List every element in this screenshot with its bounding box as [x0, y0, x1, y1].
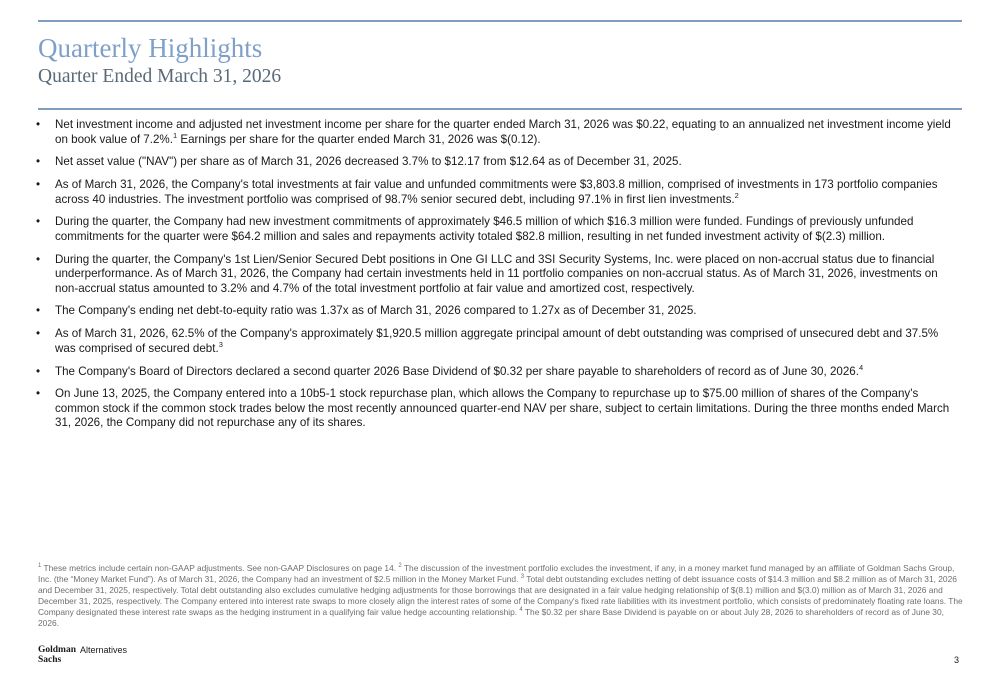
list-item [36, 118, 956, 147]
logo-line-1: Goldman [38, 645, 77, 655]
bullet-icon: • [36, 327, 41, 341]
list-item [36, 178, 956, 207]
page-number: 3 [954, 655, 960, 665]
footnote-ref: 2 [734, 190, 739, 200]
footnotes [38, 563, 963, 630]
goldman-sachs-logo [38, 646, 127, 665]
footnote-ref: 1 [172, 130, 178, 140]
list-item-text: On June 13, 2025, the Company entered into a 10b5-1 stock repurchase plan, which allows the Company to repurchase up to $75.00 million of shares of the Company's common stock if the common stock trades below the most recently announced quarter-end NAV per share, subject to certain limitations. During the three months ended March 31, 2026, the Company did not repurchase any of its shares. [55, 387, 950, 430]
bullet-icon: • [36, 304, 41, 318]
footnote-number: 3 [520, 574, 525, 581]
footnote-text: The discussion of the investment portfolio excludes the investment, if any, in a money market fund managed by an affiliate of Goldman Sachs Group, Inc. (the “Money Market Fund”). As of March 31, 2026, the Company had an investment of $2.5 million in the Money Market Fund. [38, 563, 955, 585]
list-item [36, 253, 956, 297]
list-item-text: As of March 31, 2026, the Company's total investments at fair value and unfunded commitments were $3,803.8 million, comprised of investments in 173 portfolio companies across 40 industries. The investment portfolio was comprised of 98.7% senior secured debt, including 97.1% in first lien investments. [55, 178, 938, 206]
highlights-list [36, 118, 956, 439]
list-item-text: During the quarter, the Company had new investment commitments of approximately $46.5 million of which $16.3 million were funded. Fundings of previously unfunded commitments for the quarter were $64.2 million and sales and repayments activity totaled $82.8 million, resulting in net funded investment activity of $(2.3) million. [55, 215, 914, 243]
footnote-number: 4 [519, 607, 523, 614]
list-item [36, 327, 956, 356]
list-item-text-cont: Earnings per share for the quarter ended March 31, 2026 was $(0.12). [177, 132, 541, 146]
footnote-text: These metrics include certain non-GAAP adjustments. See non-GAAP Disclosures on page 14. [41, 563, 397, 573]
logo-suffix: Alternatives [80, 645, 128, 655]
footnote-text: Total debt outstanding excludes netting of debt issuance costs of $14.3 million and $8.2 million as of March 31, 2026 and December 31, 2025, respectively. Total debt outstanding also excludes cumulative hedging adjustments for those borrowings that are designated in a fair value hedging relationship of $(8.1) million and $(3.0) million as of March 31, 2026 and December 31, 2025, respectively. The Company entered into interest rate swaps to more closely align the interest rates of some of the Company's fixed rate liabilities with its investment portfolio, which consists of predominately floating rate loans. The Company designated these interest rate swaps as the hedging instrument in a qualifying fair value hedge accounting relationship. [38, 574, 963, 618]
list-item [36, 155, 956, 170]
list-item-text: Net asset value ("NAV") per share as of March 31, 2026 decreased 3.7% to $12.17 from $12.64 as of December 31, 2025. [55, 155, 682, 169]
list-item-text: The Company's ending net debt-to-equity ratio was 1.37x as of March 31, 2026 compared to 1.27x as of December 31, 2025. [55, 304, 697, 318]
footnote-ref: 3 [218, 339, 223, 349]
bullet-icon: • [36, 178, 41, 192]
bullet-icon: • [36, 387, 41, 401]
header-divider [38, 108, 962, 110]
bullet-icon: • [36, 364, 41, 378]
bullet-icon: • [36, 118, 41, 131]
list-item-text: The Company's Board of Directors declared a second quarter 2026 Base Dividend of $0.32 per share payable to shareholders of record as of June 30, 2026. [55, 364, 859, 378]
list-item [36, 362, 956, 380]
footnote-text: The $0.32 per share Base Dividend is payable on or about July 28, 2026 to shareholders of record as of June 30, 2026. [38, 607, 944, 629]
bullet-icon: • [36, 252, 41, 266]
top-divider [38, 20, 962, 22]
list-item [36, 304, 956, 319]
bullet-icon: • [36, 155, 41, 169]
list-item-text: During the quarter, the Company's 1st Lien/Senior Secured Debt positions in One GI LLC and 3SI Security Systems, Inc. were placed on non-accrual status due to financial underperformance. As of March 31, 2026, the Company had certain investments held in 11 portfolio companies on non-accrual status. As of March 31, 2026, investments on non-accrual status amounted to 3.2% and 4.7% of the total investment portfolio at fair value and amortized cost, respectively. [55, 252, 938, 295]
page-title: Quarterly Highlights [38, 33, 263, 63]
footnote-number: 2 [398, 563, 402, 570]
page-subtitle: Quarter Ended March 31, 2026 [38, 66, 282, 87]
logo-wordmark [38, 646, 76, 665]
list-item [36, 215, 956, 244]
bullet-icon: • [36, 215, 41, 229]
list-item [36, 387, 956, 431]
footnote-ref: 4 [858, 362, 864, 372]
logo-line-2: Sachs [38, 654, 62, 665]
footnote-number: 1 [38, 563, 42, 570]
list-item-text: Net investment income and adjusted net investment income per share for the quarter ended March 31, 2026 was $0.22, equating to an annualized net investment income yield on book value of 7.2%. [55, 118, 951, 146]
list-item-text: As of March 31, 2026, 62.5% of the Company's approximately $1,920.5 million aggregate principal amount of debt outstanding was comprised of unsecured debt and 37.5% was comprised of secured debt. [55, 327, 939, 355]
